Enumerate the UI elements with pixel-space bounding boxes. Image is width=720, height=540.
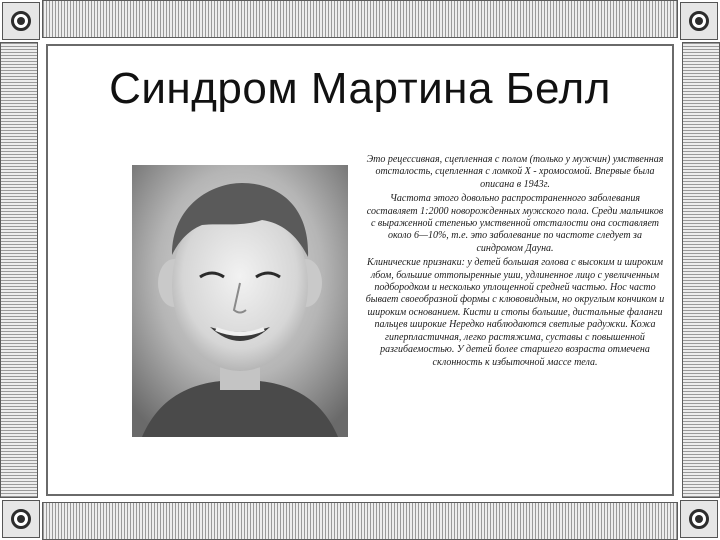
portrait-photo (132, 165, 348, 437)
paragraph-frequency: Частота этого довольно распространенного заболевания составляет 1:2000 новорожденных мужского пола. Среди мальчиков с выраженной степенью умственной отсталости она составляет около 6—10%, т.е. это заболевание по частоте следует за синдромом Дауна. (366, 193, 664, 254)
corner-ornament-bottom-right-icon (680, 500, 718, 538)
slide-title: Синдром Мартина Белл (109, 64, 611, 113)
frame-left-border (0, 42, 38, 498)
frame-top-border (42, 0, 678, 38)
frame-bottom-border (42, 502, 678, 540)
description-text (364, 154, 666, 371)
corner-ornament-top-right-icon (680, 2, 718, 40)
corner-ornament-top-left-icon (2, 2, 40, 40)
paragraph-definition: Это рецессивная, сцепленная с полом (только у мужчин) умственная отсталость, сцепленная с ломкой X - хромосомой. Впервые была описана в 1943г. (366, 154, 664, 190)
paragraph-clinical-signs: Клинические признаки: у детей большая голова с высоким и широким лбом, большие оттопыренные уши, удлиненное лицо с увеличенным подбородком и несколько уплощенной средней частью. Нос часто бывает своеобразной формы с клювовидным, но округлым кончиком и широким основанием. Кисти и стопы большие, дистальные фаланги пальцев широкие Нередко наблюдаются светлые радужки. Кожа гиперпластичная, легко растяжима, суставы с повышенной разгибаемостью. У детей более старшего возраста отмечена склонность к избыточной массе тела. (365, 257, 665, 368)
corner-ornament-bottom-left-icon (2, 500, 40, 538)
frame-right-border (682, 42, 720, 498)
